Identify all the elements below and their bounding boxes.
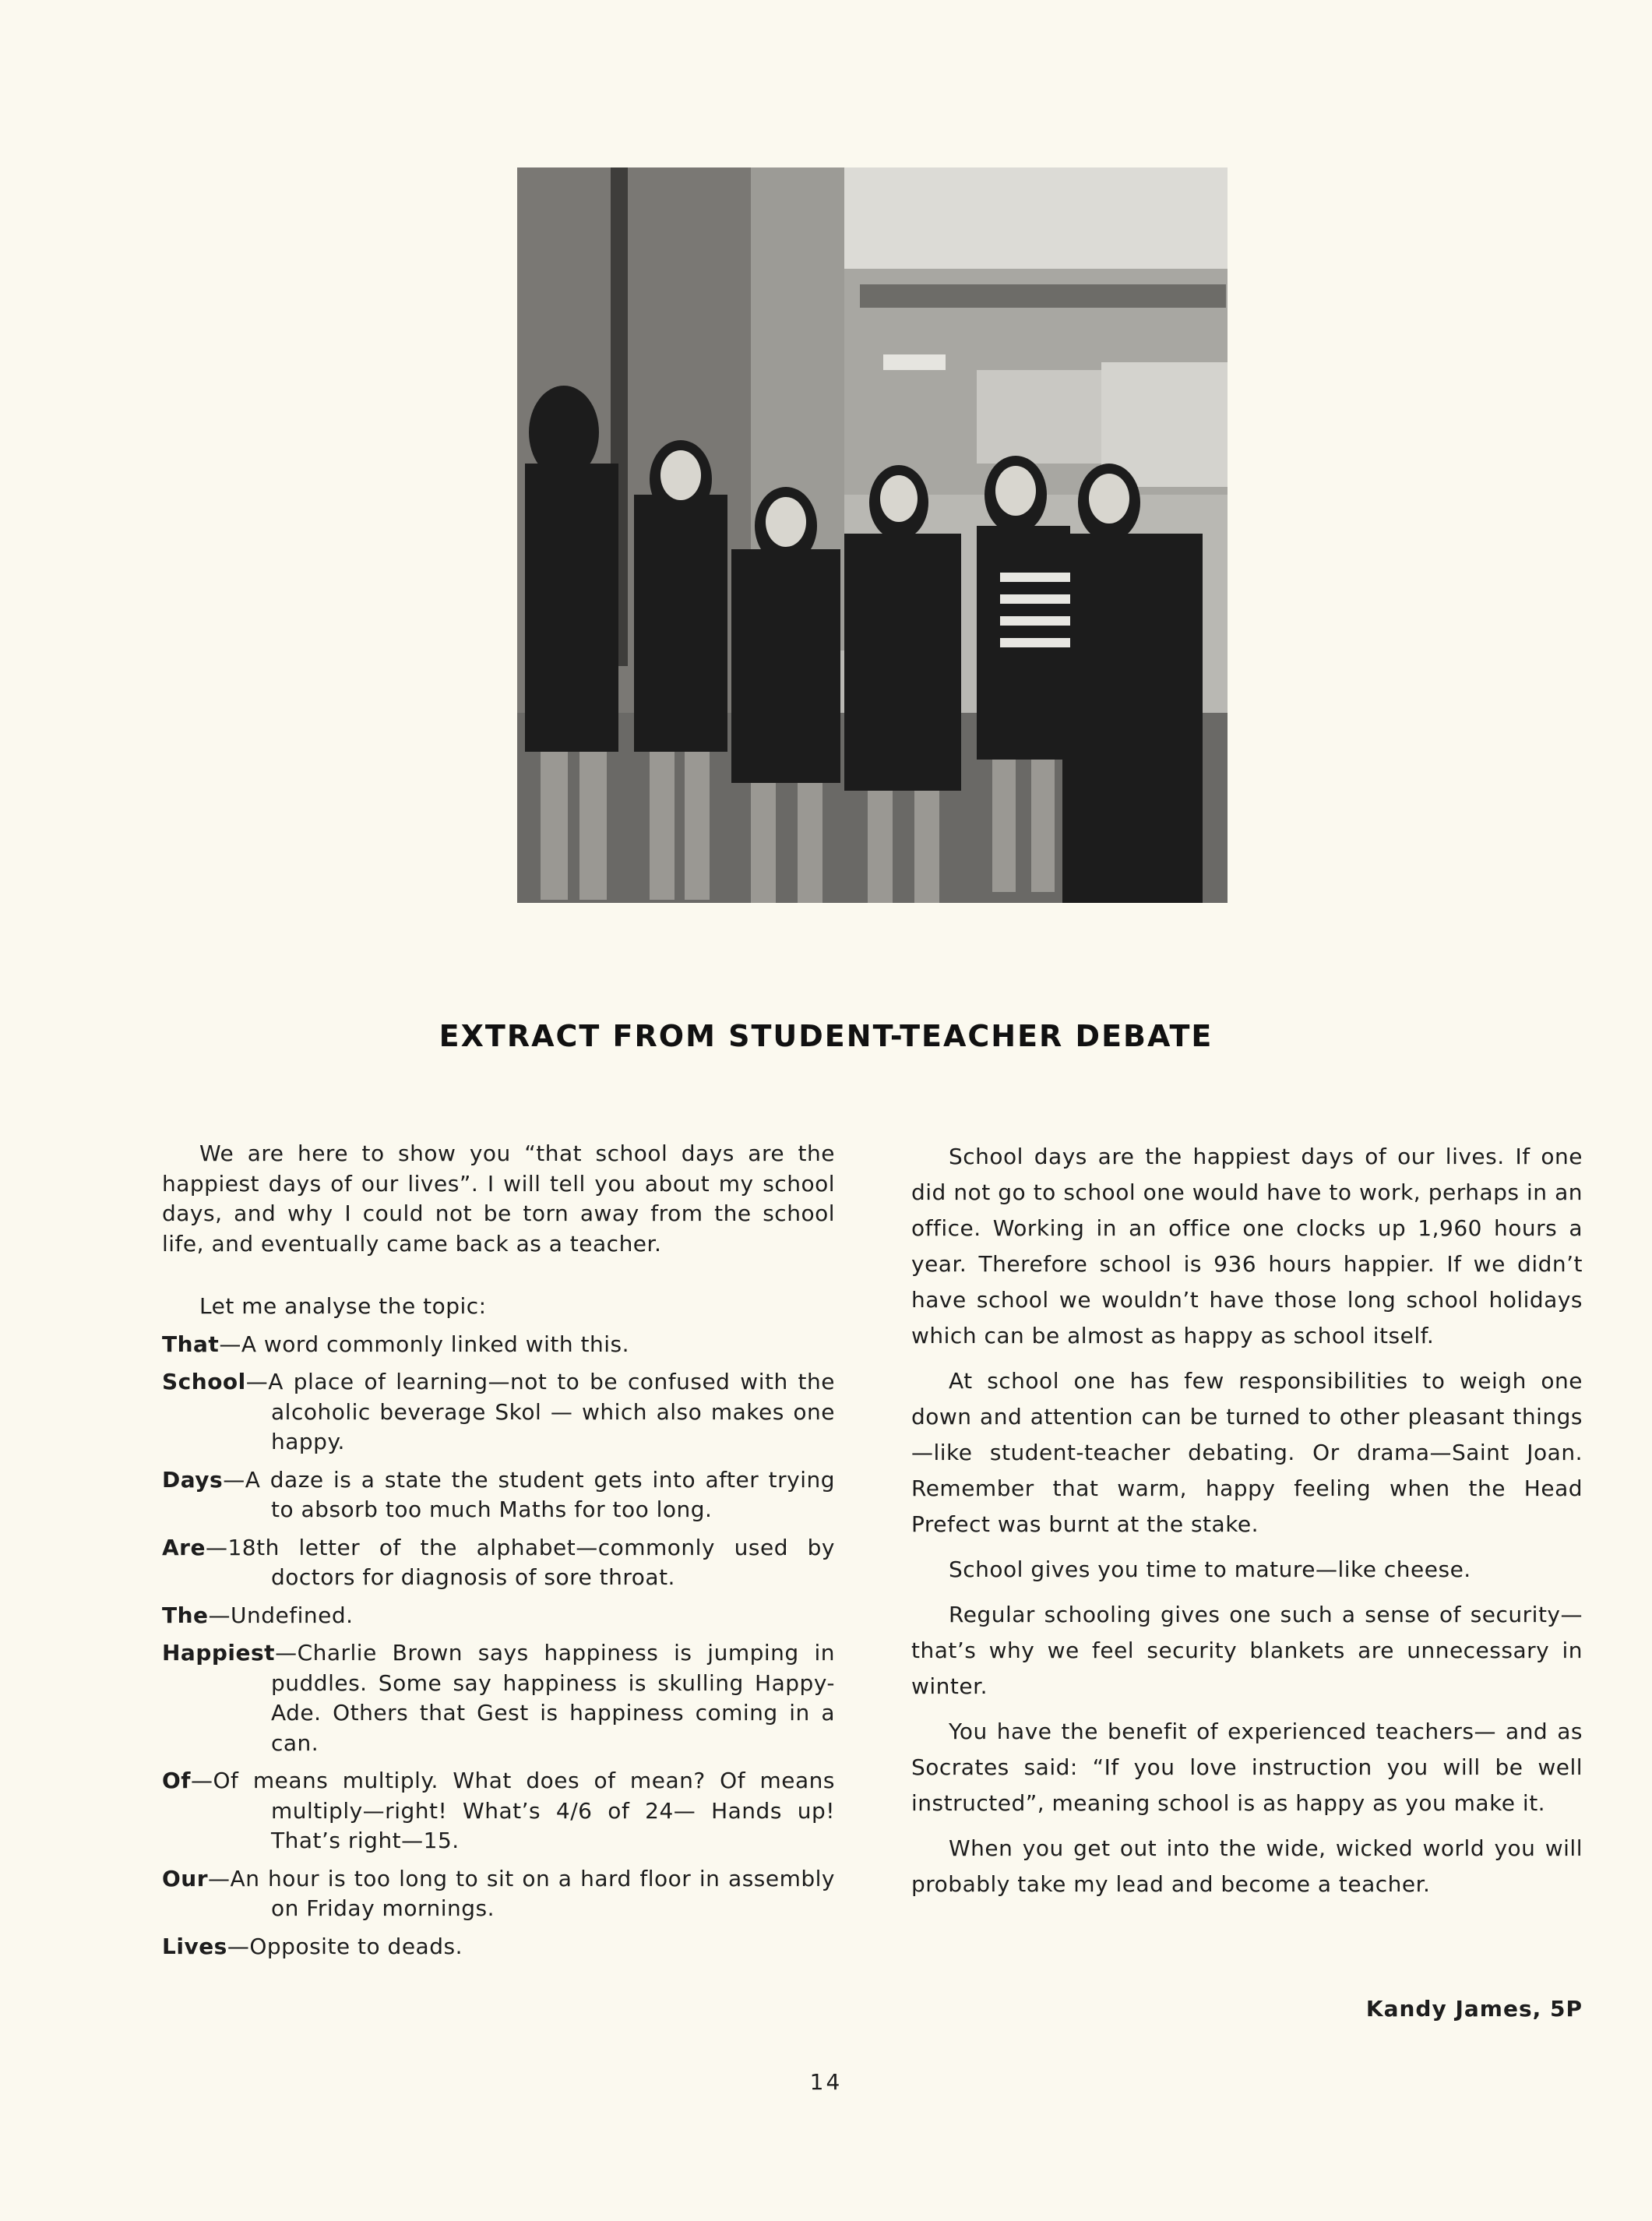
definition-text: —A place of learning—not to be confused with the alcoholic beverage Skol — which also makes one happy. (245, 1369, 835, 1454)
definition-text: —A word commonly linked with this. (219, 1331, 630, 1357)
definition-term: Are (162, 1534, 206, 1560)
definition-term: Days (162, 1466, 224, 1493)
photo-illustration (517, 167, 1228, 903)
group-photo (517, 167, 1228, 903)
definition-text: —Undefined. (208, 1602, 354, 1628)
definition-term: Lives (162, 1933, 227, 1959)
definition-item (162, 1766, 835, 1856)
definition-term: That (162, 1331, 220, 1357)
definition-term: Of (162, 1768, 191, 1793)
body-paragraph: At school one has few responsibilities to weigh one down and attention can be turned to other pleasant things—like student-teacher debating. Or drama—Saint Joan. Remember that warm, happy feeling when the Head Prefect was burnt at the stake. (911, 1368, 1583, 1537)
definition-term: Our (162, 1865, 209, 1891)
definition-text: —An hour is too long to sit on a hard floor in assembly on Friday mornings. (208, 1865, 835, 1921)
definition-text: —18th letter of the alphabet—commonly used by doctors for diagnosis of sore throat. (205, 1534, 835, 1590)
article-title: EXTRACT FROM STUDENT-TEACHER DEBATE (439, 1019, 1213, 1053)
definition-item (162, 1533, 835, 1593)
definition-text: —Charlie Brown says happiness is jumping in puddles. Some say happiness is skulling Happy-Ade. Others that Gest is happiness coming in a can. (271, 1640, 835, 1756)
definition-item (162, 1601, 835, 1631)
body-paragraph: Regular schooling gives one such a sense of security—that’s why we feel security blankets are unnecessary in winter. (911, 1602, 1583, 1699)
definition-term: Happiest (162, 1640, 276, 1666)
definition-item (162, 1330, 835, 1360)
definition-text: —Of means multiply. What does of mean? Of means multiply—right! What’s 4/6 of 24— Hands up! That’s right—15. (190, 1768, 835, 1853)
definition-item (162, 1932, 835, 1962)
body-paragraph: When you get out into the wide, wicked world you will probably take my lead and become a teacher. (911, 1835, 1583, 1897)
definition-item (162, 1367, 835, 1458)
body-paragraph: School gives you time to mature—like cheese. (949, 1556, 1471, 1582)
definition-item (162, 1864, 835, 1924)
definition-term: The (162, 1602, 209, 1628)
definition-item (162, 1465, 835, 1525)
definition-item (162, 1638, 835, 1758)
body-paragraph: You have the benefit of experienced teachers— and as Socrates said: “If you love instruction you will be well instructed”, meaning school is as happy as you make it. (911, 1719, 1583, 1816)
lead-line: Let me analyse the topic: (199, 1293, 487, 1319)
left-column (162, 1139, 835, 1969)
definition-text: —A daze is a state the student gets into after trying to absorb too much Maths for too long. (223, 1466, 835, 1522)
definition-term: School (162, 1369, 246, 1394)
intro-paragraph: We are here to show you “that school days are the happiest days of our lives”. I will tell you about my school days, and why I could not be torn away from the school life, and eventually came back as a teacher. (162, 1140, 835, 1257)
definition-text: —Opposite to deads. (227, 1933, 463, 1959)
right-column (911, 1139, 1583, 1912)
body-paragraph: School days are the happiest days of our lives. If one did not go to school one would have to work, perhaps in an office. Working in an office one clocks up 1,960 hours a year. Therefore school is 936 hours happier. If we didn’t have school we wouldn’t have those long school holidays which can be almost as happy as school itself. (911, 1144, 1583, 1348)
author-signature: Kandy James, 5P (1365, 1996, 1583, 2022)
page-number: 14 (809, 2069, 843, 2095)
